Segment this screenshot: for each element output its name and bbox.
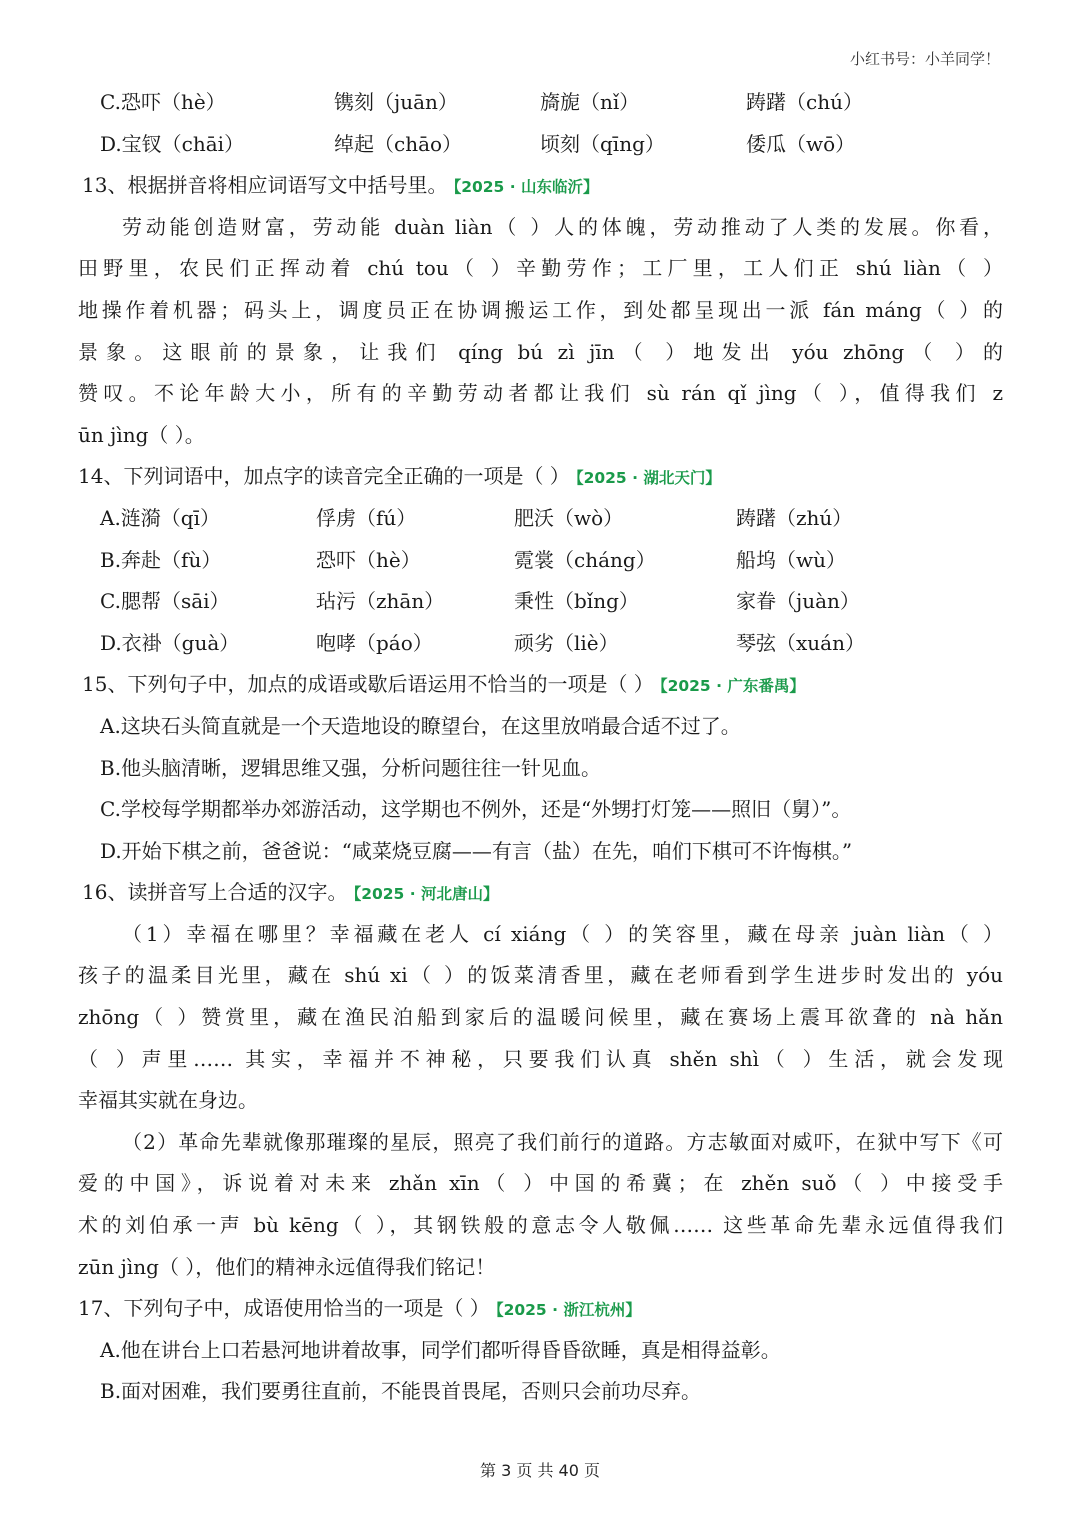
- option-cell: 琴弦（xuán）: [736, 630, 865, 655]
- q13-text-line: 地操作着机器；码头上，调度员正在协调搬运工作，到处都呈现出一派 fán máng（ ）的: [78, 297, 1003, 322]
- option-cell: A.涟漪（qī）: [100, 505, 220, 530]
- option-cell: D.宝钗（chāi）: [100, 131, 245, 156]
- option-cell: 镌刻（juān）: [334, 90, 458, 114]
- watermark: 小红书号：小羊同学！: [849, 50, 1000, 68]
- q16-part2-line: zūn jìng（ ），他们的精神永远值得我们铭记！: [78, 1254, 496, 1279]
- q13-text-line: ūn jìng（ ）。: [78, 422, 205, 447]
- option-row: [78, 82, 1003, 124]
- option-cell: 踌躇（zhú）: [736, 505, 853, 530]
- option-cell: 绰起（chāo）: [334, 131, 463, 156]
- q16-part1-line: （1）幸福在哪里？幸福藏在老人 cí xiáng（ ）的笑容里，藏在母亲 juàn liàn（ ）: [122, 921, 1003, 946]
- q13-text-line: 劳动能创造财富，劳动能 duàn liàn（ ）人的体魄，劳动推动了人类的发展。你看，: [122, 214, 1003, 239]
- option-cell: 旖旎（nǐ）: [540, 90, 640, 114]
- q13-text-line: 田野里，农民们正挥动着 chú tou（ ）辛勤劳作；工厂里，工人们正 shú liàn（ ）: [78, 256, 1003, 281]
- page-number-footer: 第 3 页 共 40 页: [480, 1461, 600, 1480]
- option-row: [78, 498, 1003, 540]
- q13-text-line: 景象。这眼前的景象，让我们 qíng bú zì jīn（ ）地发出 yóu zhōng（ ）的: [78, 339, 1003, 364]
- source-tag: 【2025 · 山东临沂】: [453, 178, 599, 197]
- option-cell: 顷刻（qīng）: [540, 131, 665, 156]
- q16-part1-line: zhōng（ ）赞赏里，藏在渔民泊船到家后的温暖问候里，藏在赛场上震耳欲聋的 nà hǎn: [78, 1005, 1003, 1030]
- q16-part1-line: 幸福其实就在身边。: [78, 1088, 258, 1113]
- q16-part2-line: 术的刘伯承一声 bù kēng（ ），其钢铁般的意志令人敬佩…… 这些革命先辈永远值得我们: [78, 1213, 1003, 1238]
- q16-part2-line: 爱的中国》，诉说着对未来 zhǎn xīn（ ）中国的希冀；在 zhěn suǒ（ ）中接受手: [78, 1171, 1003, 1196]
- q15-option: B.他头脑清晰，逻辑思维又强，分析问题往往一针见血。: [100, 755, 602, 780]
- q16-part1-line: 孩子的温柔目光里，藏在 shú xi（ ）的饭菜清香里，藏在老师看到学生进步时发出的 yóu: [78, 963, 1003, 988]
- option-cell: C.恐吓（hè）: [100, 90, 226, 114]
- option-cell: 霓裳（cháng）: [514, 547, 656, 572]
- option-cell: 咆哮（páo）: [316, 630, 433, 655]
- q13-text-line: 赞叹。不论年龄大小，所有的辛勤劳动者都让我们 sù rán qǐ jìng（ ），值得我们 z: [78, 381, 1003, 406]
- option-cell: 船坞（wù）: [736, 547, 846, 572]
- option-cell: 秉性（bǐng）: [514, 589, 639, 614]
- option-cell: 肥沃（wò）: [514, 505, 624, 530]
- source-tag: 【2025 · 湖北天门】: [575, 469, 721, 488]
- q15-option: D.开始下棋之前，爸爸说：“咸菜烧豆腐——有言（盐）在先，咱们下棋可不许悔棋。”: [100, 838, 853, 863]
- option-cell: C.腮帮（sāi）: [100, 589, 230, 614]
- option-cell: 恐吓（hè）: [316, 547, 421, 572]
- option-cell: B.奔赴（fù）: [100, 547, 222, 572]
- q16-part1-line: （ ）声里…… 其实，幸福并不神秘，只要我们认真 shěn shì（ ）生活，就会发现: [78, 1046, 1003, 1071]
- option-cell: 顽劣（liè）: [514, 630, 619, 655]
- option-cell: 俘虏（fú）: [316, 505, 417, 530]
- source-tag: 【2025 · 浙江杭州】: [495, 1301, 641, 1320]
- q16-part2-line: （2）革命先辈就像那璀璨的星辰，照亮了我们前行的道路。方志敏面对威吓，在狱中写下《可: [122, 1129, 1003, 1154]
- page-content: [78, 82, 1003, 1413]
- question-15-stem: 15、下列句子中，加点的成语或歇后语运用不恰当的一项是（ ） 【2025 · 广东番禺】: [82, 672, 805, 697]
- option-row: [78, 124, 1003, 166]
- q15-option: C.学校每学期都举办郊游活动，这学期也不例外，还是“外甥打灯笼——照旧（舅）”。: [100, 797, 852, 822]
- option-cell: 倭瓜（wō）: [746, 131, 856, 156]
- option-row: [78, 540, 1003, 582]
- question-16-stem: 16、读拼音写上合适的汉字。 【2025 · 河北唐山】: [82, 880, 499, 905]
- option-cell: 玷污（zhān）: [316, 589, 445, 614]
- question-14-stem: 14、下列词语中，加点字的读音完全正确的一项是（ ） 【2025 · 湖北天门】: [78, 464, 721, 489]
- q17-option: A.他在讲台上口若悬河地讲着故事，同学们都听得昏昏欲睡，真是相得益彰。: [100, 1337, 781, 1362]
- question-13-stem: 13、根据拼音将相应词语写文中括号里。 【2025 · 山东临沂】: [82, 173, 599, 198]
- option-row: [78, 581, 1003, 623]
- option-cell: 踌躇（chú）: [746, 90, 863, 114]
- option-cell: D.衣褂（guà）: [100, 630, 240, 655]
- q15-option: A.这块石头简直就是一个天造地设的瞭望台，在这里放哨最合适不过了。: [100, 713, 741, 738]
- option-cell: 家眷（juàn）: [736, 589, 860, 614]
- question-17-stem: 17、下列句子中，成语使用恰当的一项是（ ） 【2025 · 浙江杭州】: [78, 1296, 641, 1321]
- source-tag: 【2025 · 河北唐山】: [353, 885, 499, 904]
- q17-option: B.面对困难，我们要勇往直前，不能畏首畏尾，否则只会前功尽弃。: [100, 1379, 702, 1404]
- option-row: [78, 623, 1003, 665]
- source-tag: 【2025 · 广东番禺】: [659, 677, 805, 696]
